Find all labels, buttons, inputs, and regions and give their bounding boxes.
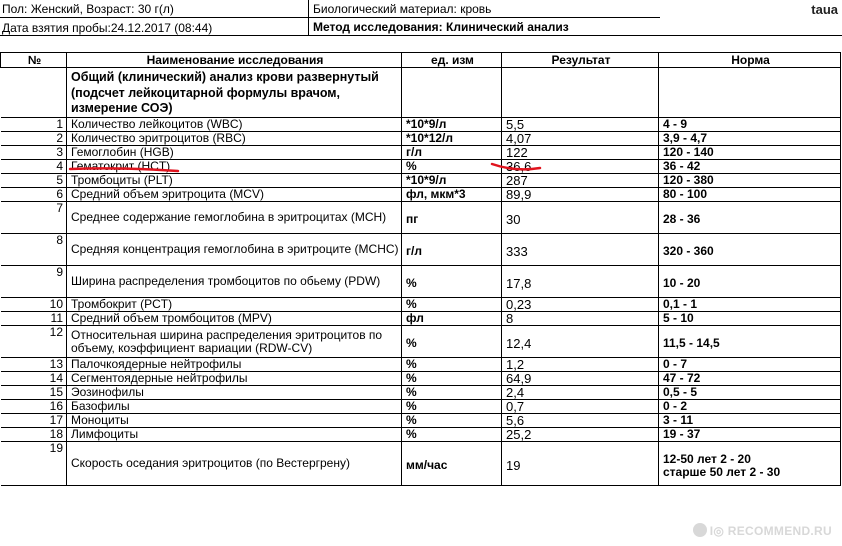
patient-sex-age: Пол: Женский, Возраст: 30 г(л) [2,2,174,16]
row-unit: г/л [402,234,502,266]
row-name: Сегментоядерные нейтрофилы [67,372,402,386]
row-result: 5,5 [502,118,659,132]
row-norm: 0,5 - 5 [659,386,841,400]
col-header-name: Наименование исследования [67,53,402,68]
recommend-logo-icon [693,523,707,537]
row-norm: 28 - 36 [659,202,841,234]
row-unit: фл, мкм*3 [402,188,502,202]
row-name: Среднее содержание гемоглобина в эритроцитах (МСН) [67,202,402,234]
row-name: Ширина распределения тромбоцитов по обьему (PDW) [67,266,402,298]
row-name: Количество эритроцитов (RBC) [67,132,402,146]
row-norm: 120 - 140 [659,146,841,160]
row-num: 11 [1,312,67,326]
row-unit: % [402,358,502,372]
row-result: 89,9 [502,188,659,202]
row-num: 17 [1,414,67,428]
row-norm-line: 12-50 лет 2 - 20 [663,451,751,466]
row-name: Гематокрит (HCT) [67,160,402,174]
row-result: 287 [502,174,659,188]
row-result: 5,6 [502,414,659,428]
row-result: 122 [502,146,659,160]
row-unit: % [402,326,502,358]
col-header-norm: Норма [659,53,841,68]
row-unit: % [402,298,502,312]
row-name: Тромбокрит (PCT) [67,298,402,312]
row-num: 12 [1,326,67,358]
row-norm: 320 - 360 [659,234,841,266]
row-unit: *10*12/л [402,132,502,146]
row-num: 6 [1,188,67,202]
row-name: Палочкоядерные нейтрофилы [67,358,402,372]
row-norm: 80 - 100 [659,188,841,202]
row-name: Количество лейкоцитов (WBC) [67,118,402,132]
row-result: 8 [502,312,659,326]
row-result: 30 [502,202,659,234]
row-result: 4,07 [502,132,659,146]
row-norm: 3,9 - 4,7 [659,132,841,146]
row-norm: 4 - 9 [659,118,841,132]
row-norm: 10 - 20 [659,266,841,298]
row-norm: 47 - 72 [659,372,841,386]
sample-date: Дата взятия пробы:24.12.2017 (08:44) [2,21,213,35]
row-norm: 0 - 7 [659,358,841,372]
row-name: Средний объем эритроцита (MCV) [67,188,402,202]
row-unit: г/л [402,146,502,160]
row-name: Моноциты [67,414,402,428]
row-result: 64,9 [502,372,659,386]
row-norm: 11,5 - 14,5 [659,326,841,358]
watermark: I◎ RECOMMEND.RU [693,523,832,538]
row-num: 14 [1,372,67,386]
col-header-num: № [1,53,67,68]
row-num: 1 [1,118,67,132]
row-norm: 0,1 - 1 [659,298,841,312]
row-num: 19 [1,442,67,486]
row-unit: пг [402,202,502,234]
row-unit: % [402,428,502,442]
row-name: Базофилы [67,400,402,414]
row-result: 19 [502,442,659,486]
row-name: Средний объем тромбоцитов (MPV) [67,312,402,326]
row-norm: 0 - 2 [659,400,841,414]
row-num: 5 [1,174,67,188]
row-unit: % [402,266,502,298]
col-header-result: Результат [502,53,659,68]
row-num: 8 [1,234,67,266]
row-num: 10 [1,298,67,312]
row-name: Относительная ширина распределения эритроцитов по объему, коэффициент вариации (RDW-CV) [67,326,402,358]
row-name: Лимфоциты [67,428,402,442]
row-unit: % [402,160,502,174]
row-norm-line: старше 50 лет 2 - 30 [663,464,781,479]
row-num: 7 [1,202,67,234]
biological-material: Биологический материал: кровь [313,2,492,16]
row-unit: *10*9/л [402,118,502,132]
row-unit: мм/час [402,442,502,486]
research-method: Метод исследования: Клинический анализ [313,20,569,34]
row-unit: % [402,400,502,414]
row-result: 0,23 [502,298,659,312]
highlight-underline-result [492,164,540,169]
row-norm: 3 - 11 [659,414,841,428]
highlight-underline-name [70,168,178,171]
group-title: Общий (клинический) анализ крови развернутый (подсчет лейкоцитарной формулы врачом, измерение СОЭ) [67,68,402,118]
row-result: 12,4 [502,326,659,358]
row-unit: % [402,372,502,386]
row-name: Гемоглобин (HGB) [67,146,402,160]
row-result: 25,2 [502,428,659,442]
row-unit: % [402,386,502,400]
row-name: Скорость оседания эритроцитов (по Вестергрену) [67,442,402,486]
row-result: 36,6 [502,160,659,174]
username-label: taua [811,2,838,17]
row-norm: 5 - 10 [659,312,841,326]
row-norm: 120 - 380 [659,174,841,188]
row-unit: фл [402,312,502,326]
row-name: Эозинофилы [67,386,402,400]
row-num: 15 [1,386,67,400]
row-num: 2 [1,132,67,146]
row-norm: 36 - 42 [659,160,841,174]
row-norm: 19 - 37 [659,428,841,442]
row-result: 17,8 [502,266,659,298]
row-result: 333 [502,234,659,266]
row-result: 1,2 [502,358,659,372]
row-result: 2,4 [502,386,659,400]
row-result: 0,7 [502,400,659,414]
row-num: 3 [1,146,67,160]
row-num: 13 [1,358,67,372]
row-unit: *10*9/л [402,174,502,188]
row-num: 18 [1,428,67,442]
row-num: 9 [1,266,67,298]
row-num: 16 [1,400,67,414]
row-unit: % [402,414,502,428]
row-name: Тромбоциты (PLT) [67,174,402,188]
row-name: Средняя концентрация гемоглобина в эритроците (МСНС) [67,234,402,266]
col-header-unit: ед. изм [402,53,502,68]
row-num: 4 [1,160,67,174]
